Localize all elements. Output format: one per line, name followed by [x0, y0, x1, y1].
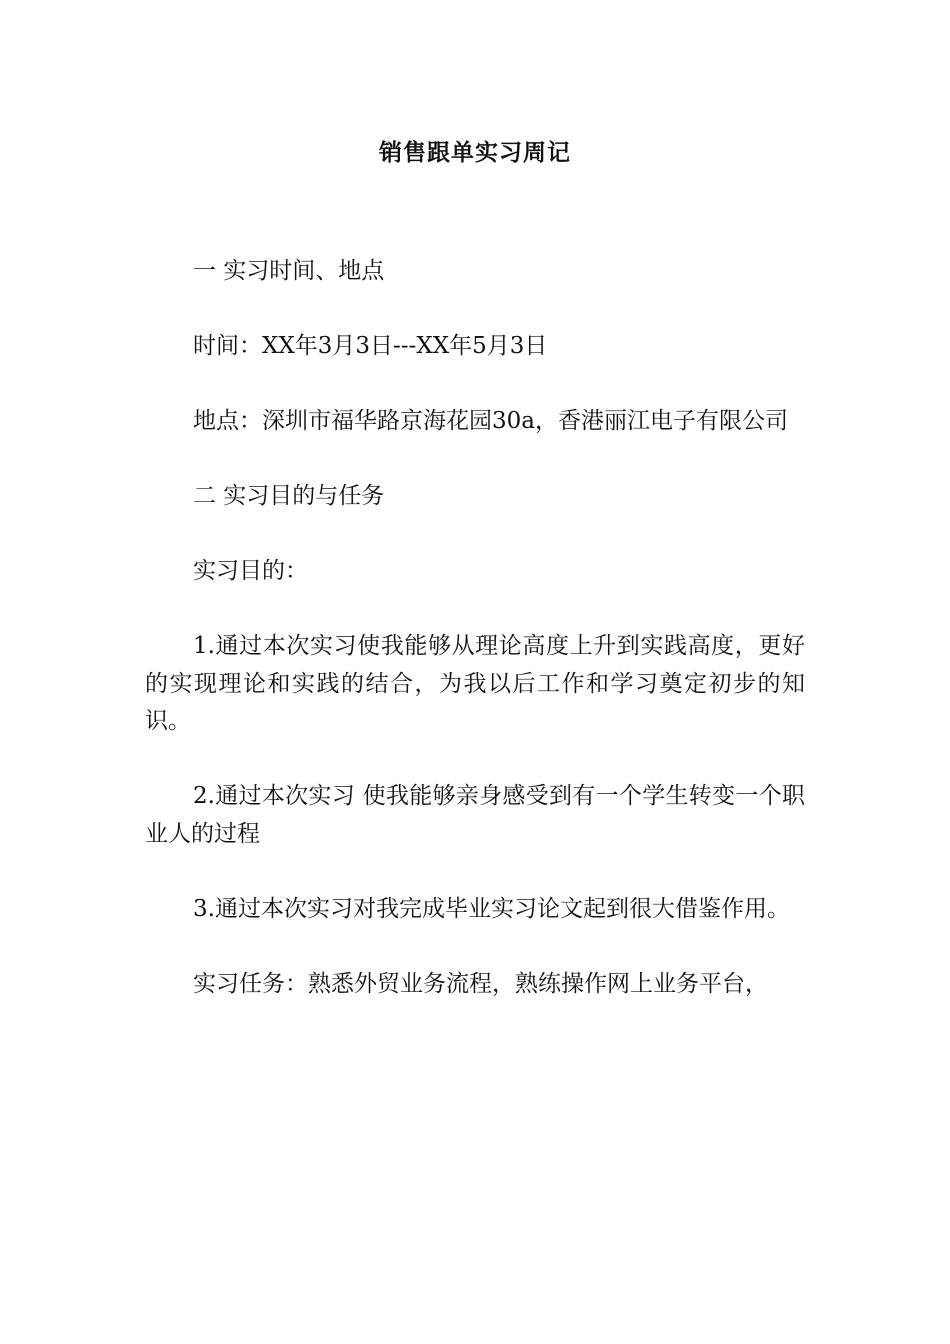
internship-time: 时间：XX年3月3日---XX年5月3日 — [193, 333, 548, 359]
purpose-label: 实习目的： — [193, 558, 308, 584]
purpose-item-3: 3.通过本次实习对我完成毕业实习论文起到很大借鉴作用。 — [193, 895, 790, 922]
section-heading-time-place: 一 实习时间、地点 — [193, 258, 385, 284]
tasks-paragraph: 实习任务：熟悉外贸业务流程，熟练操作网上业务平台， — [193, 970, 768, 997]
purpose-item-2: 2.通过本次实习 使我能够亲身感受到有一个学生转变一个职业人的过程 — [145, 783, 805, 847]
section-heading-purpose-tasks: 二 实习目的与任务 — [193, 483, 385, 509]
purpose-item-1: 1.通过本次实习使我能够从理论高度上升到实践高度，更好的实现理论和实践的结合，为我以后工作和学习奠定初步的知识。 — [145, 633, 805, 734]
document-title: 销售跟单实习周记 — [379, 140, 571, 166]
internship-place: 地点：深圳市福华路京海花园30a，香港丽江电子有限公司 — [193, 408, 788, 434]
document-body — [145, 253, 805, 1003]
